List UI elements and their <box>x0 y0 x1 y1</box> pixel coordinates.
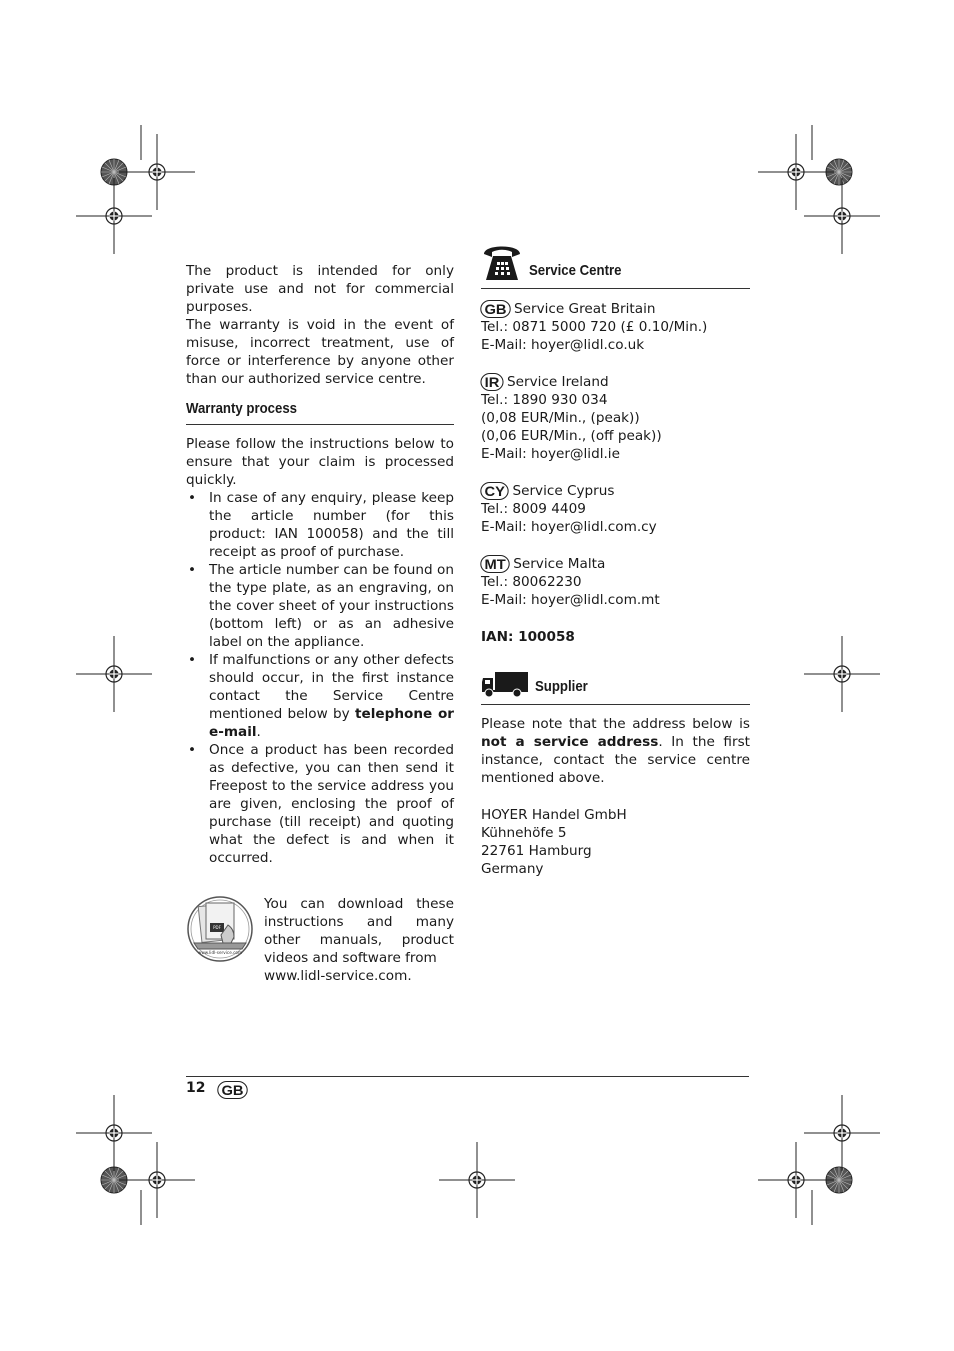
telephone-icon <box>481 242 523 282</box>
address-city: 22761 Hamburg <box>481 843 592 859</box>
country-badge-cy: CY <box>480 482 509 500</box>
service-phone: Tel.: 8009 4409 <box>481 501 586 517</box>
service-email[interactable]: E-Mail: hoyer@lidl.com.cy <box>481 519 657 535</box>
list-item: • If malfunctions or any other defects should occur, in the first instance contact the Service Centre mentioned below by telephone or e-mail. <box>186 651 454 741</box>
service-phone: Tel.: 1890 930 034 <box>481 392 608 408</box>
service-ireland: IR Service Ireland Tel.: 1890 930 034 (0,08 EUR/Min., (peak)) (0,06 EUR/Min., (off peak)) E-Mail: hoyer@lidl.ie <box>481 373 750 463</box>
service-centre-heading-block <box>481 238 750 289</box>
download-text: You can download these instructions and many other manuals, product videos and software from <box>264 896 454 966</box>
list-item: • Once a product has been recorded as defective, you can then send it Freepost to the service address you are given, enclosing the proof of purchase (till receipt) and quoting what the defect is and when it occurred. <box>186 741 454 867</box>
service-centre-heading: Service Centre <box>529 262 622 279</box>
service-email[interactable]: E-Mail: hoyer@lidl.ie <box>481 446 620 462</box>
service-cyprus: CY Service Cyprus Tel.: 8009 4409 E-Mail: hoyer@lidl.com.cy <box>481 482 750 536</box>
warranty-intro: Please follow the instructions below to ensure that your claim is processed quickly. <box>186 436 454 488</box>
svg-text:PDF: PDF <box>213 925 221 930</box>
warranty-steps-list <box>186 489 454 867</box>
footer-country-badge: GB <box>217 1081 247 1099</box>
left-column <box>186 262 454 985</box>
service-email[interactable]: E-Mail: hoyer@lidl.com.mt <box>481 592 660 608</box>
supplier-address <box>481 806 750 878</box>
address-company: HOYER Handel GmbH <box>481 807 627 823</box>
truck-icon <box>481 670 529 698</box>
service-phone: Tel.: 80062230 <box>481 574 582 590</box>
ian-number: IAN: 100058 <box>481 629 575 645</box>
warranty-heading: Warranty process <box>186 400 298 417</box>
warranty-heading-block <box>186 400 454 425</box>
address-country: Germany <box>481 861 544 877</box>
intro-private-use: The product is intended for only private use and not for commercial purposes. <box>186 263 454 315</box>
not-service-address-bold: not a service address <box>481 734 659 750</box>
download-section <box>186 895 454 985</box>
supplier-note: Please note that the address below is not a service address. In the first instance, contact the service centre mentioned above. <box>481 716 750 786</box>
supplier-heading: Supplier <box>535 678 588 695</box>
address-street: Kühnehöfe 5 <box>481 825 567 841</box>
list-item: • In case of any enquiry, please keep the article number (for this product: IAN 100058) and the till receipt as proof of purchase. <box>186 489 454 561</box>
contact-method-bold: telephone or e-mail <box>209 706 454 740</box>
lidl-service-download-icon <box>186 895 254 963</box>
supplier-heading-block <box>481 652 750 705</box>
service-malta: MT Service Malta Tel.: 80062230 E-Mail: hoyer@lidl.com.mt <box>481 555 750 609</box>
country-badge-gb: GB <box>480 300 510 318</box>
service-email[interactable]: E-Mail: hoyer@lidl.co.uk <box>481 337 645 353</box>
list-item: • The article number can be found on the type plate, as an engraving, on the cover sheet of your instructions (bottom left) or as an adhesive label on the appliance. <box>186 561 454 651</box>
download-url-link[interactable]: www.lidl-service.com. <box>264 968 412 984</box>
service-rate-peak: (0,08 EUR/Min., (peak)) <box>481 410 640 426</box>
right-column <box>481 238 750 878</box>
svg-text:www.lidl-service.com: www.lidl-service.com <box>197 950 243 955</box>
intro-warranty-void: The warranty is void in the event of misuse, incorrect treatment, use of force or interference by anyone other than our authorized service centre. <box>186 317 454 387</box>
service-great-britain: GB Service Great Britain Tel.: 0871 5000 720 (£ 0.10/Min.) E-Mail: hoyer@lidl.co.uk <box>481 300 750 354</box>
country-badge-ir: IR <box>480 373 503 391</box>
service-phone: Tel.: 0871 5000 720 (£ 0.10/Min.) <box>481 319 708 335</box>
page-footer <box>186 1076 749 1103</box>
page-number: 12 <box>186 1080 206 1096</box>
country-badge-mt: MT <box>480 555 510 573</box>
service-rate-off-peak: (0,06 EUR/Min., (off peak)) <box>481 428 662 444</box>
